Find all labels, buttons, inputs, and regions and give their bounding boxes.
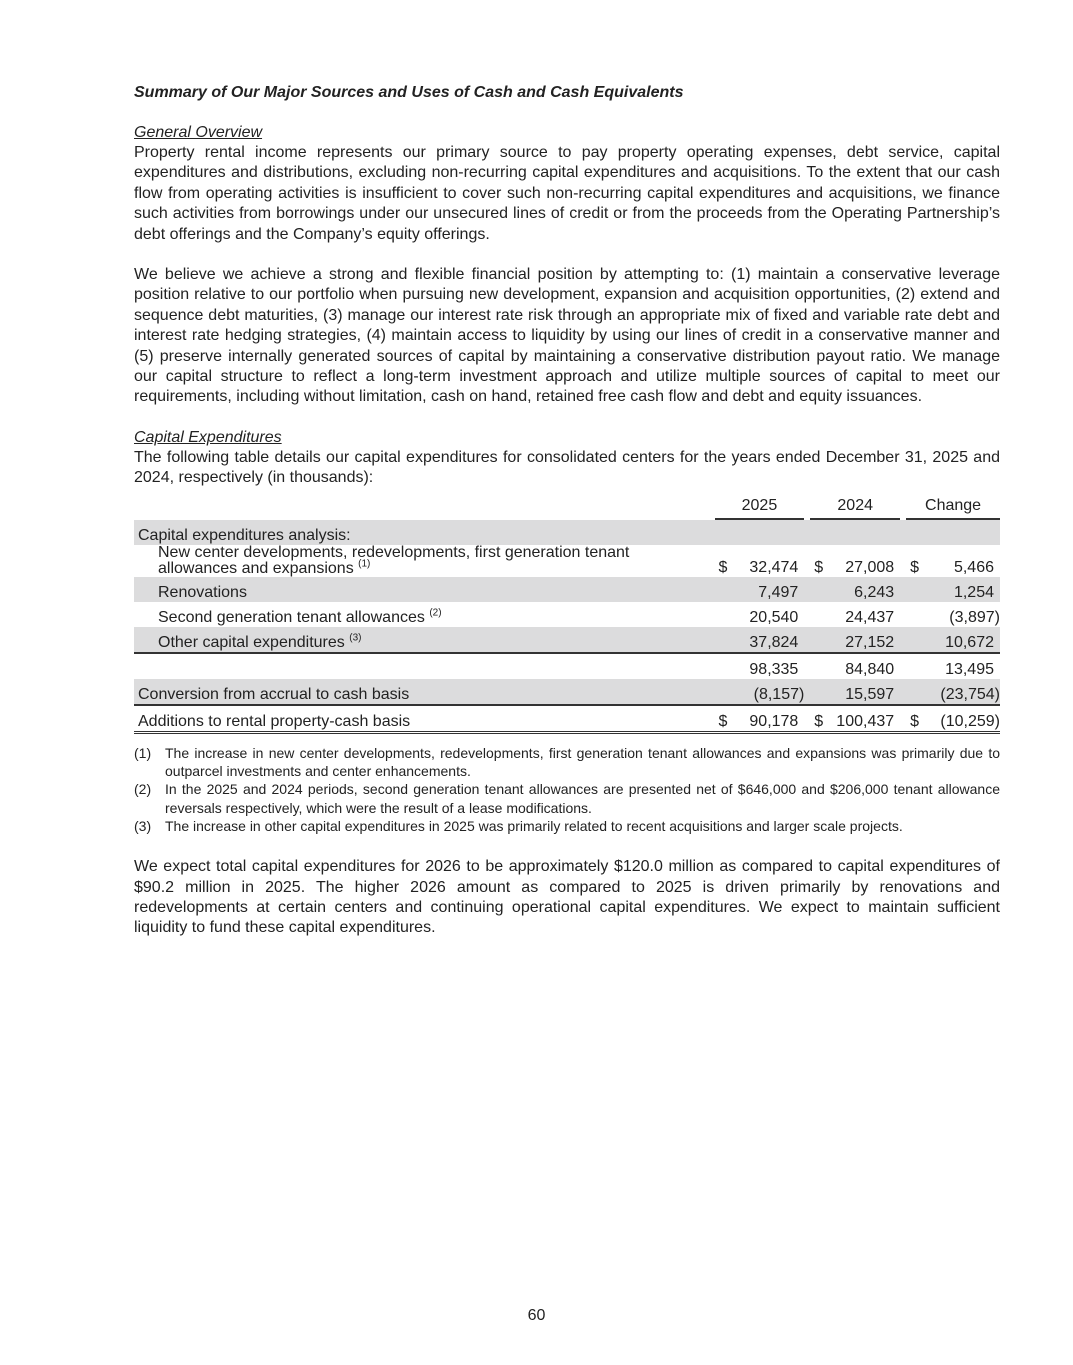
total-change: (10,259) (928, 706, 1000, 734)
subtotal-2024: 84,840 (845, 660, 895, 678)
table-row (134, 602, 1000, 627)
row-label-text: Second generation tenant allowances (158, 608, 425, 626)
table-row (134, 627, 1000, 654)
row-label-line-2: allowances and expansions (158, 559, 354, 577)
general-overview-paragraph-1: Property rental income represents our primary source to pay property operating expenses, debt service, capital expenditures and distributions, excluding non-recurring capital expenditures and acquisitions. To the extent that our cash flow from operating activities is insufficient to cover such non-recurring capital expenditures and acquisitions, we finance such activities from borrowings under our unsecured lines of credit or from the proceeds from the Operating Partnership’s debt offerings and the Company’s equity offerings. (134, 144, 1000, 243)
footnote-number: (1) (134, 744, 152, 761)
subtotal-2025: 98,335 (749, 660, 799, 678)
value-change: 1,254 (928, 577, 1000, 602)
value-2024: 24,437 (845, 608, 895, 626)
footnote-text: In the 2025 and 2024 periods, second generation tenant allowances are presented net of $646,000 and $206,000 tenant allowance reversals respectively, which were the result of a lease modifications. (165, 781, 1000, 816)
row-label-line-1: New center developments, redevelopments, first generation tenant (158, 543, 630, 561)
value-change: (3,897) (949, 608, 1000, 626)
footnote (134, 817, 1000, 835)
value-2024: 15,597 (832, 679, 900, 706)
value-2025: (8,157) (736, 679, 804, 706)
row-label: Renovations (134, 577, 709, 602)
row-label (134, 545, 709, 577)
row-label (134, 602, 709, 627)
dollar-sign: $ (718, 558, 728, 576)
col-header-2024: 2024 (810, 493, 900, 520)
value-2024: 6,243 (832, 577, 900, 602)
value-change: 5,466 (953, 558, 994, 576)
section-label: Capital expenditures analysis: (134, 520, 709, 545)
dollar-sign: $ (906, 706, 928, 734)
value-change: 10,672 (928, 627, 1000, 654)
col-header-change: Change (906, 493, 1000, 520)
capex-table (134, 493, 1000, 734)
general-overview-title: General Overview (134, 124, 263, 141)
value-2024: 27,152 (832, 627, 900, 654)
subtotal-row (134, 654, 1000, 679)
footnote-ref: (3) (349, 632, 362, 644)
value-2025: 20,540 (749, 608, 799, 626)
capital-expenditures-title: Capital Expenditures (134, 428, 282, 446)
table-row (134, 577, 1000, 602)
page-content (134, 82, 1000, 959)
total-2024: 100,437 (832, 706, 900, 734)
section-heading: Summary of Our Major Sources and Uses of Cash and Cash Equivalents (134, 84, 684, 101)
col-header-2025: 2025 (715, 493, 805, 520)
value-2025: 7,497 (736, 577, 804, 602)
value-2024: 27,008 (845, 558, 895, 576)
dollar-sign: $ (715, 706, 737, 734)
footnote-ref: (1) (358, 558, 371, 570)
table-row (134, 545, 1000, 577)
value-2025: 32,474 (749, 558, 799, 576)
conversion-row (134, 679, 1000, 706)
footnote-number: (2) (134, 781, 152, 798)
row-label-text: Other capital expenditures (158, 633, 345, 651)
footnote-text: The increase in new center developments, redevelopments, first generation tenant allowances and expansions was primarily due to outparcel investments and center enhancements. (165, 744, 1000, 779)
footnotes (134, 744, 1000, 835)
total-row (134, 706, 1000, 734)
subtotal-change: 13,495 (945, 660, 994, 678)
value-2025: 37,824 (736, 627, 804, 654)
dollar-sign: $ (810, 706, 832, 734)
footnote-number: (3) (134, 817, 152, 834)
footnote-text: The increase in other capital expenditures in 2025 was primarily related to recent acquisitions and larger scale projects. (165, 817, 903, 834)
row-label (134, 627, 709, 654)
footnote (134, 780, 1000, 817)
value-change: (23,754) (928, 679, 1000, 706)
table-section-row (134, 520, 1000, 545)
capex-outlook-paragraph: We expect total capital expenditures for 2026 to be approximately $120.0 million as compared to capital expenditures of $90.2 million in 2025. The higher 2026 amount as compared to 2025 is driven primarily by renovations and redevelopments at certain centers and continuing operational capital expenditures. We expect to maintain sufficient liquidity to fund these capital expenditures. (134, 858, 1000, 937)
table-header-row (134, 493, 1000, 520)
dollar-sign: $ (910, 558, 919, 576)
capital-expenditures-intro: The following table details our capital expenditures for consolidated centers for the years ended December 31, 2025 and 2024, respectively (in thousands): (134, 448, 1000, 487)
general-overview-paragraph-2: We believe we achieve a strong and flexible financial position by attempting to: (1) maintain a conservative leverage position relative to our portfolio when pursuing new development, expansion and acquisition opportunities, (2) extend and sequence debt maturities, (3) manage our interest rate risk through an appropriate mix of fixed and variable rate debt and interest rate hedging strategies, (4) maintain access to liquidity by using our lines of credit in a conservative manner and (5) preserve internally generated sources of capital by maintaining a conservative distribution payout ratio. We manage our capital structure to reflect a long-term investment approach and utilize multiple sources of capital to meet our requirements, including without limitation, cash on hand, retained free cash flow and debt and equity issuances. (134, 266, 1000, 406)
page-number: 60 (527, 1307, 546, 1324)
total-2025: 90,178 (736, 706, 804, 734)
footnote-ref: (2) (429, 607, 442, 619)
row-label: Additions to rental property-cash basis (134, 706, 709, 734)
row-label: Conversion from accrual to cash basis (134, 679, 709, 706)
footnote (134, 744, 1000, 781)
dollar-sign: $ (814, 558, 824, 576)
